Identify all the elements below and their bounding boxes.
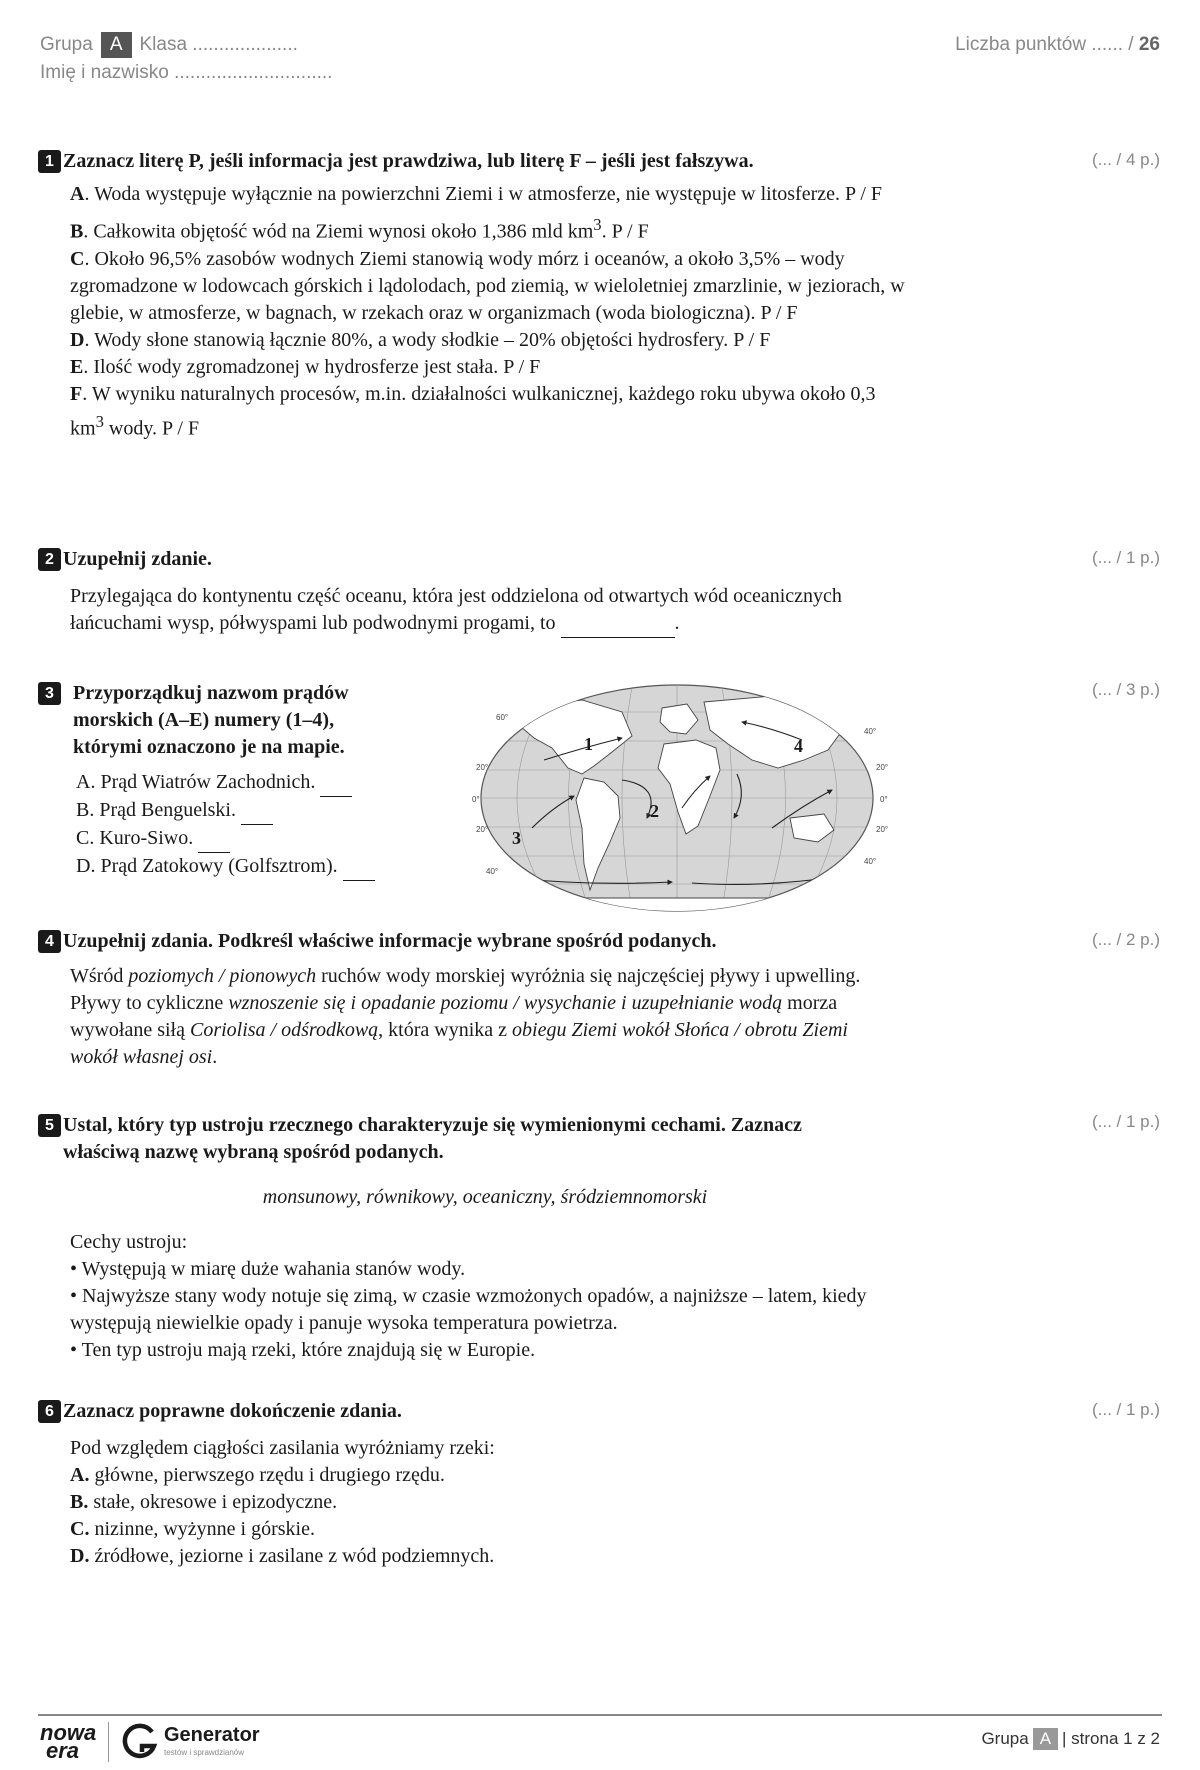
current-item-c: C. Kuro-Siwo.: [76, 825, 436, 853]
task-text: Przylegająca do kontynentu część oceanu, która jest oddzielona od otwartych wód oceanicznych łańcuchami wysp, półwyspami lub podwodnymi progami, to: [70, 585, 842, 634]
answer-option-d[interactable]: D. źródłowe, jeziorne i zasilane z wód podziemnych.: [70, 1545, 495, 1567]
logo-separator: [108, 1722, 109, 1762]
task-title: Uzupełnij zdanie.: [63, 548, 212, 570]
statement-e[interactable]: E. Ilość wody zgromadzonej w hydrosferze jest stała. P / F: [70, 355, 541, 378]
ocean-currents-map: [472, 678, 892, 918]
page-number: | strona 1 z 2: [1062, 1729, 1160, 1748]
statement-b[interactable]: B. Całkowita objętość wód na Ziemi wynosi około 1,386 mld $km^3$. P / F: [70, 215, 649, 243]
map-marker-4: 4: [794, 736, 803, 756]
map-marker-2: 2: [650, 801, 659, 821]
task-4: [38, 930, 1160, 1071]
group-label: Grupa: [40, 34, 93, 55]
features-label: Cechy ustroju:: [70, 1231, 188, 1253]
task-points: (... / 2 p.): [1091, 930, 1160, 949]
lat-label: 20°: [476, 763, 489, 772]
task-points: (... / 1 p.): [1091, 1112, 1160, 1131]
lat-label: 0°: [880, 795, 888, 804]
task-title: Uzupełnij zdania. Podkreśl właściwe informacje wybrane spośród podanych.: [63, 930, 717, 952]
current-item-b: B. Prąd Benguelski.: [76, 797, 436, 825]
nowa-era-logo: nowa era: [40, 1720, 97, 1763]
feature-item: • Najwyższe stany wody notuje się zimą, w czasie wzmożonych opadów, a najniższe – latem, kiedy występują niewielkie opady i panuje wysoka temperatura powietrza.: [70, 1285, 867, 1334]
answer-blank-d[interactable]: [343, 853, 375, 881]
task-title: Przyporządkuj nazwom prądów morskich (A–E) numery (1–4), którymi oznaczono je na mapie.: [73, 682, 349, 758]
name-field[interactable]: Imię i nazwisko ..............................: [40, 62, 333, 83]
choice-4[interactable]: obiegu Ziemi wokół Słońca / obrotu Ziemi wokół własnej osi: [70, 1019, 848, 1068]
task-number: 5: [38, 1114, 61, 1137]
task-points: (... / 3 p.): [1091, 680, 1160, 699]
map-marker-3: 3: [512, 828, 521, 848]
task-points: (... / 4 p.): [1091, 150, 1160, 169]
lat-label: 20°: [476, 825, 489, 834]
feature-item: • Występują w miarę duże wahania stanów wody.: [70, 1258, 466, 1280]
statement-a[interactable]: A. Woda występuje wyłącznie na powierzchni Ziemi i w atmosferze, nie występuje w litosferze. P / F: [70, 183, 883, 205]
options-list[interactable]: monsunowy, równikowy, oceaniczny, śródziemnomorski: [262, 1186, 708, 1208]
generator-logo: Generator testów i sprawdzianów: [120, 1722, 160, 1767]
map-marker-1: 1: [584, 734, 593, 754]
task-5: [38, 1112, 1160, 1364]
answer-option-c[interactable]: C. nizinne, wyżynne i górskie.: [70, 1518, 315, 1540]
lat-label: 40°: [486, 867, 499, 876]
feature-item: • Ten typ ustroju mają rzeki, które znajdują się w Europie.: [70, 1339, 536, 1361]
points-max: 26: [1138, 34, 1160, 55]
statement-d[interactable]: D. Wody słone stanowią łącznie 80%, a wody słodkie – 20% objętości hydrosfery. P / F: [70, 328, 771, 351]
lat-label: 0°: [472, 795, 480, 804]
answer-blank-a[interactable]: [320, 769, 352, 797]
statement-c[interactable]: C. Około 96,5% zasobów wodnych Ziemi stanowią wody mórz i oceanów, a około 3,5% – wody zgromadzone w lodowcach górskich i lądolodach, pod ziemią, w wieloletniej zmarzlinie, w jeziorach, w glebie, w atmosferze, w bagnach, w rzekach oraz w organizmach (woda biologiczna). P / F: [70, 247, 905, 324]
current-item-d: D. Prąd Zatokowy (Golfsztrom).: [76, 853, 436, 881]
footer-divider: [38, 1714, 1162, 1716]
task-points: (... / 1 p.): [1091, 548, 1160, 567]
lat-label: 40°: [864, 727, 877, 736]
task-6: [38, 1400, 1160, 1570]
answer-option-a[interactable]: A. główne, pierwszego rzędu i drugiego rzędu.: [70, 1464, 445, 1486]
lat-label: 60°: [496, 713, 509, 722]
lat-label: 20°: [876, 763, 889, 772]
answer-blank[interactable]: [561, 610, 675, 638]
task-number: 4: [38, 930, 61, 953]
group-badge: A: [101, 32, 132, 58]
current-item-a: A. Prąd Wiatrów Zachodnich.: [76, 769, 436, 797]
task-text: Pod względem ciągłości zasilania wyróżniamy rzeki:: [70, 1437, 495, 1459]
footer-page-info: Grupa A | strona 1 z 2: [981, 1729, 1160, 1748]
choice-2[interactable]: wznoszenie się i opadanie poziomu / wysychanie i uzupełnianie wodą: [228, 992, 783, 1014]
task-number: 2: [38, 548, 61, 571]
page-header: [40, 30, 1160, 84]
task-title: Zaznacz literę P, jeśli informacja jest prawdziwa, lub literę F – jeśli jest fałszywa.: [63, 150, 754, 172]
task-1: [38, 150, 1160, 442]
lat-label: 40°: [864, 857, 877, 866]
footer-group-badge: A: [1033, 1728, 1058, 1750]
task-title: Ustal, który typ ustroju rzecznego charakteryzuje się wymienionymi cechami. Zaznacz właściwą nazwę wybraną spośród podanych.: [63, 1114, 802, 1163]
task-2: 2 Uzupełnij zdanie. (... / 1 p.) Przylegająca do kontynentu część oceanu, która jest oddzielona od otwartych wód oceanicznych łańcuchami wysp, półwyspami lub podwodnymi progami, to .: [38, 548, 1160, 638]
choice-3[interactable]: Coriolisa / odśrodkową: [189, 1019, 379, 1041]
task-text: Wśród poziomych / pionowych ruchów wody morskiej wyróżnia się najczęściej pływy i upwelling. Pływy to cykliczne wznoszenie się i opadanie poziomu / wysychanie i uzupełnianie wodą morza wywołane siłą Coriolisa / odśrodkową, która wynika z obiegu Ziemi wokół Słońca / obrotu Ziemi wokół własnej osi.: [70, 965, 861, 1068]
points-total: Liczba punktów ...... / 26: [955, 34, 1160, 55]
task-title: Zaznacz poprawne dokończenie zdania.: [63, 1400, 402, 1422]
answer-blank-b[interactable]: [241, 797, 273, 825]
choice-1[interactable]: poziomych / pionowych: [128, 965, 317, 987]
lat-label: 20°: [876, 825, 889, 834]
task-number: 1: [38, 150, 61, 173]
answer-blank-c[interactable]: [198, 825, 230, 853]
statement-f[interactable]: F. W wyniku naturalnych procesów, m.in. działalności wulkanicznej, każdego roku ubywa około 0,3 $km^3$ wody. P / F: [70, 382, 876, 440]
task-number: 6: [38, 1400, 61, 1423]
answer-option-b[interactable]: B. stałe, okresowe i epizodyczne.: [70, 1491, 338, 1513]
class-field[interactable]: Klasa ....................: [139, 34, 298, 55]
generator-g-icon: [120, 1722, 160, 1762]
task-number: 3: [38, 682, 61, 705]
task-points: (... / 1 p.): [1091, 1400, 1160, 1419]
